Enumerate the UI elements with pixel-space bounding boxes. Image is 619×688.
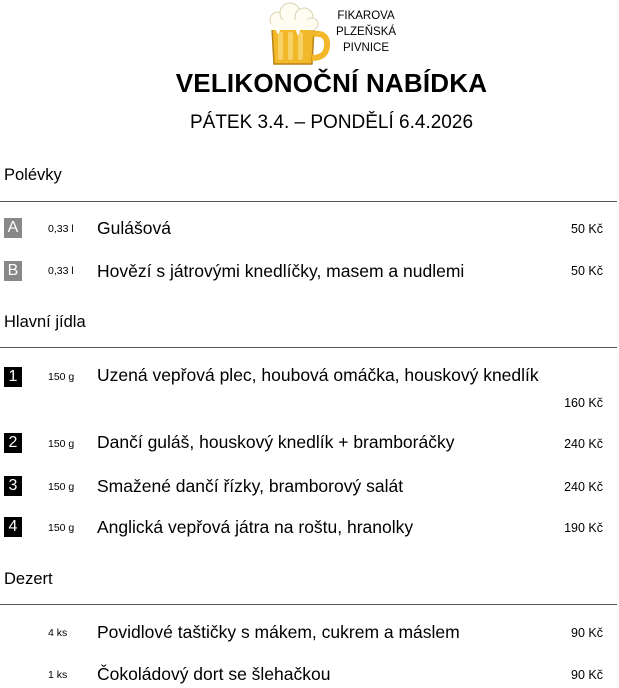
section-heading-main-dishes: Hlavní jídla	[4, 313, 86, 331]
item-badge: 4	[4, 517, 22, 537]
item-quantity: 4 ks	[48, 627, 68, 639]
item-quantity: 150 g	[48, 438, 75, 450]
section-divider	[0, 201, 617, 202]
item-price: 90 Kč	[571, 668, 603, 682]
item-name: Uzená vepřová plec, houbová omáčka, houskový knedlík	[97, 365, 539, 385]
item-name: Povidlové taštičky s mákem, cukrem a máslem	[97, 622, 460, 642]
brand-line-1: FIKAROVA	[337, 10, 395, 22]
item-quantity: 0,33 l	[48, 265, 74, 277]
item-quantity: 150 g	[48, 371, 75, 383]
page-title: VELIKONOČNÍ NABÍDKA	[175, 68, 488, 98]
item-price: 90 Kč	[571, 626, 603, 640]
item-name: Dančí guláš, houskový knedlík + bramboráčky	[97, 432, 455, 452]
item-quantity: 150 g	[48, 481, 75, 493]
item-badge: 1	[4, 367, 22, 387]
item-price: 240 Kč	[564, 437, 603, 451]
item-name: Čokoládový dort se šlehačkou	[97, 664, 331, 684]
item-price: 160 Kč	[564, 396, 603, 410]
section-divider	[0, 604, 617, 605]
item-quantity: 0,33 l	[48, 223, 74, 235]
restaurant-name	[328, 8, 404, 56]
item-name: Hovězí s játrovými knedlíčky, masem a nudlemi	[97, 261, 465, 281]
item-price: 50 Kč	[571, 222, 603, 236]
item-name: Smažené dančí řízky, bramborový salát	[97, 476, 404, 496]
item-quantity: 1 ks	[48, 669, 68, 681]
beer-mug-logo	[266, 2, 330, 66]
item-price: 50 Kč	[571, 264, 603, 278]
item-badge: B	[4, 261, 22, 281]
item-price: 240 Kč	[564, 480, 603, 494]
section-divider	[0, 347, 617, 348]
brand-line-2: PLZEŇSKÁ	[335, 26, 397, 38]
item-badge: A	[4, 218, 22, 238]
item-badge: 3	[4, 476, 22, 496]
section-heading-dessert: Dezert	[4, 570, 53, 588]
item-badge: 2	[4, 433, 22, 453]
item-quantity: 150 g	[48, 522, 75, 534]
section-heading-soups: Polévky	[4, 166, 62, 184]
item-price: 190 Kč	[564, 521, 603, 535]
item-name: Anglická vepřová játra na roštu, hranolky	[97, 517, 414, 537]
date-range: PÁTEK 3.4. – PONDĚLÍ 6.4.2026	[189, 112, 474, 133]
item-name: Gulášová	[97, 218, 171, 238]
brand-line-3: PIVNICE	[342, 42, 389, 54]
